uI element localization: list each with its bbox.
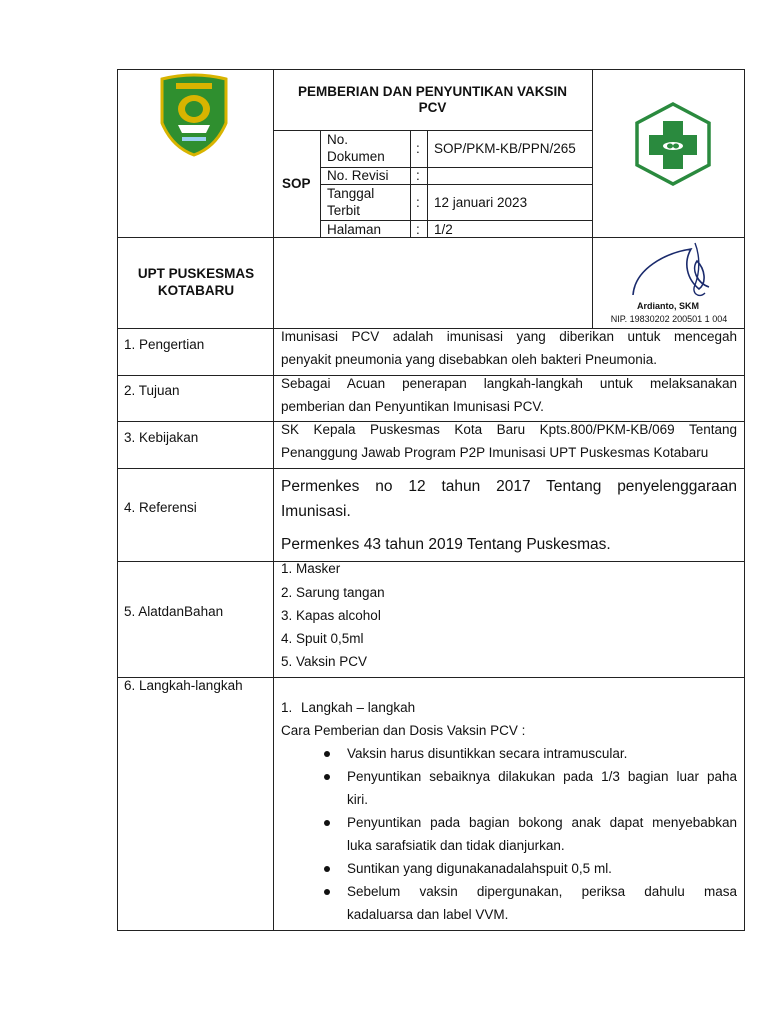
puskesmas-logo-icon bbox=[633, 101, 713, 187]
bullet-icon bbox=[324, 820, 330, 826]
field-no-dokumen-value: SOP/PKM-KB/PPN/265 bbox=[434, 141, 576, 156]
section-alat-label: 5. AlatdanBahan bbox=[124, 604, 224, 619]
langkah-bullet-3-line-1: Penyuntikan pada bagian bokong anak dapat menyebabkan bbox=[347, 815, 737, 830]
signer-nip: NIP. 19830202 200501 1 004 bbox=[610, 314, 728, 324]
langkah-sub-title: Langkah – langkah bbox=[301, 700, 416, 715]
section-kebijakan-label: 3. Kebijakan bbox=[124, 430, 199, 445]
section-tujuan-line-2: pemberian dan Penyuntikan Imunisasi PCV. bbox=[281, 399, 544, 414]
alat-item: 4. Spuit 0,5ml bbox=[281, 631, 364, 646]
field-tanggal-label: Tanggal Terbit bbox=[327, 186, 375, 218]
bullet-icon bbox=[324, 866, 330, 872]
langkah-bullet-2-line-2: kiri. bbox=[347, 792, 368, 807]
langkah-bullet-5-line-1: Sebelum vaksin dipergunakan, periksa dahulu masa bbox=[347, 884, 737, 899]
signer-name: Ardianto, SKM bbox=[637, 301, 699, 311]
section-referensi-line-1: Permenkes no 12 tahun 2017 Tentang penyelenggaraan bbox=[281, 478, 737, 495]
field-no-revisi-label: No. Revisi bbox=[327, 168, 389, 183]
langkah-bullet-2-line-1: Penyuntikan sebaiknya dilakukan pada 1/3 bagian luar paha bbox=[347, 769, 737, 784]
langkah-bullet-1: Vaksin harus disuntikkan secara intramuscular. bbox=[347, 746, 628, 761]
field-no-revisi-sep: : bbox=[416, 168, 420, 183]
langkah-sub-number: 1. bbox=[281, 700, 293, 715]
langkah-intro: Cara Pemberian dan Dosis Vaksin PCV : bbox=[281, 723, 526, 738]
alat-item: 3. Kapas alcohol bbox=[281, 608, 381, 623]
section-kebijakan-line-2: Penanggung Jawab Program P2P Imunisasi UPT Puskesmas Kotabaru bbox=[281, 445, 709, 460]
langkah-bullet-5-line-2: kadaluarsa dan label VVM. bbox=[347, 907, 509, 922]
bullet-icon bbox=[324, 889, 330, 895]
section-tujuan-line-1: Sebagai Acuan penerapan langkah-langkah untuk melaksanakan bbox=[281, 376, 737, 391]
field-halaman-sep: : bbox=[416, 222, 420, 237]
bullet-icon bbox=[324, 751, 330, 757]
section-kebijakan-line-1: SK Kepala Puskesmas Kota Baru Kpts.800/PKM-KB/069 Tentang bbox=[281, 422, 737, 437]
langkah-bullet-3-line-2: luka sarafsiatik dan tidak dianjurkan. bbox=[347, 838, 565, 853]
section-langkah-label: 6. Langkah-langkah bbox=[124, 678, 243, 693]
alat-item: 1. Masker bbox=[281, 561, 341, 576]
field-tanggal-value: 12 januari 2023 bbox=[434, 195, 528, 210]
langkah-bullet-4: Suntikan yang digunakanadalahspuit 0,5 ml. bbox=[347, 861, 612, 876]
regional-government-emblem-icon bbox=[156, 73, 232, 157]
section-referensi-label: 4. Referensi bbox=[124, 500, 197, 515]
section-pengertian-label: 1. Pengertian bbox=[124, 337, 205, 352]
field-halaman-label: Halaman bbox=[327, 222, 382, 237]
bullet-icon bbox=[324, 774, 330, 780]
section-tujuan-label: 2. Tujuan bbox=[124, 383, 180, 398]
section-pengertian-line-2: penyakit pneumonia yang disebabkan oleh bakteri Pneumonia. bbox=[281, 352, 658, 367]
field-no-dokumen-label: No. Dokumen bbox=[327, 132, 385, 164]
signature-icon bbox=[625, 239, 717, 303]
section-pengertian-line-1: Imunisasi PCV adalah imunisasi yang diberikan untuk mencegah bbox=[281, 329, 737, 344]
document-title: PEMBERIAN DAN PENYUNTIKAN VAKSIN PCV bbox=[297, 84, 568, 115]
sop-label: SOP bbox=[282, 176, 311, 191]
field-halaman-value: 1/2 bbox=[434, 222, 453, 237]
alat-item: 2. Sarung tangan bbox=[281, 585, 385, 600]
field-no-dokumen-sep: : bbox=[416, 141, 420, 156]
section-referensi-line-3: Permenkes 43 tahun 2019 Tentang Puskesmas. bbox=[281, 536, 611, 553]
institution-name: UPT PUSKESMAS KOTABARU bbox=[137, 266, 255, 298]
section-referensi-line-2: Imunisasi. bbox=[281, 503, 351, 520]
field-tanggal-sep: : bbox=[416, 195, 420, 210]
alat-item: 5. Vaksin PCV bbox=[281, 654, 368, 669]
